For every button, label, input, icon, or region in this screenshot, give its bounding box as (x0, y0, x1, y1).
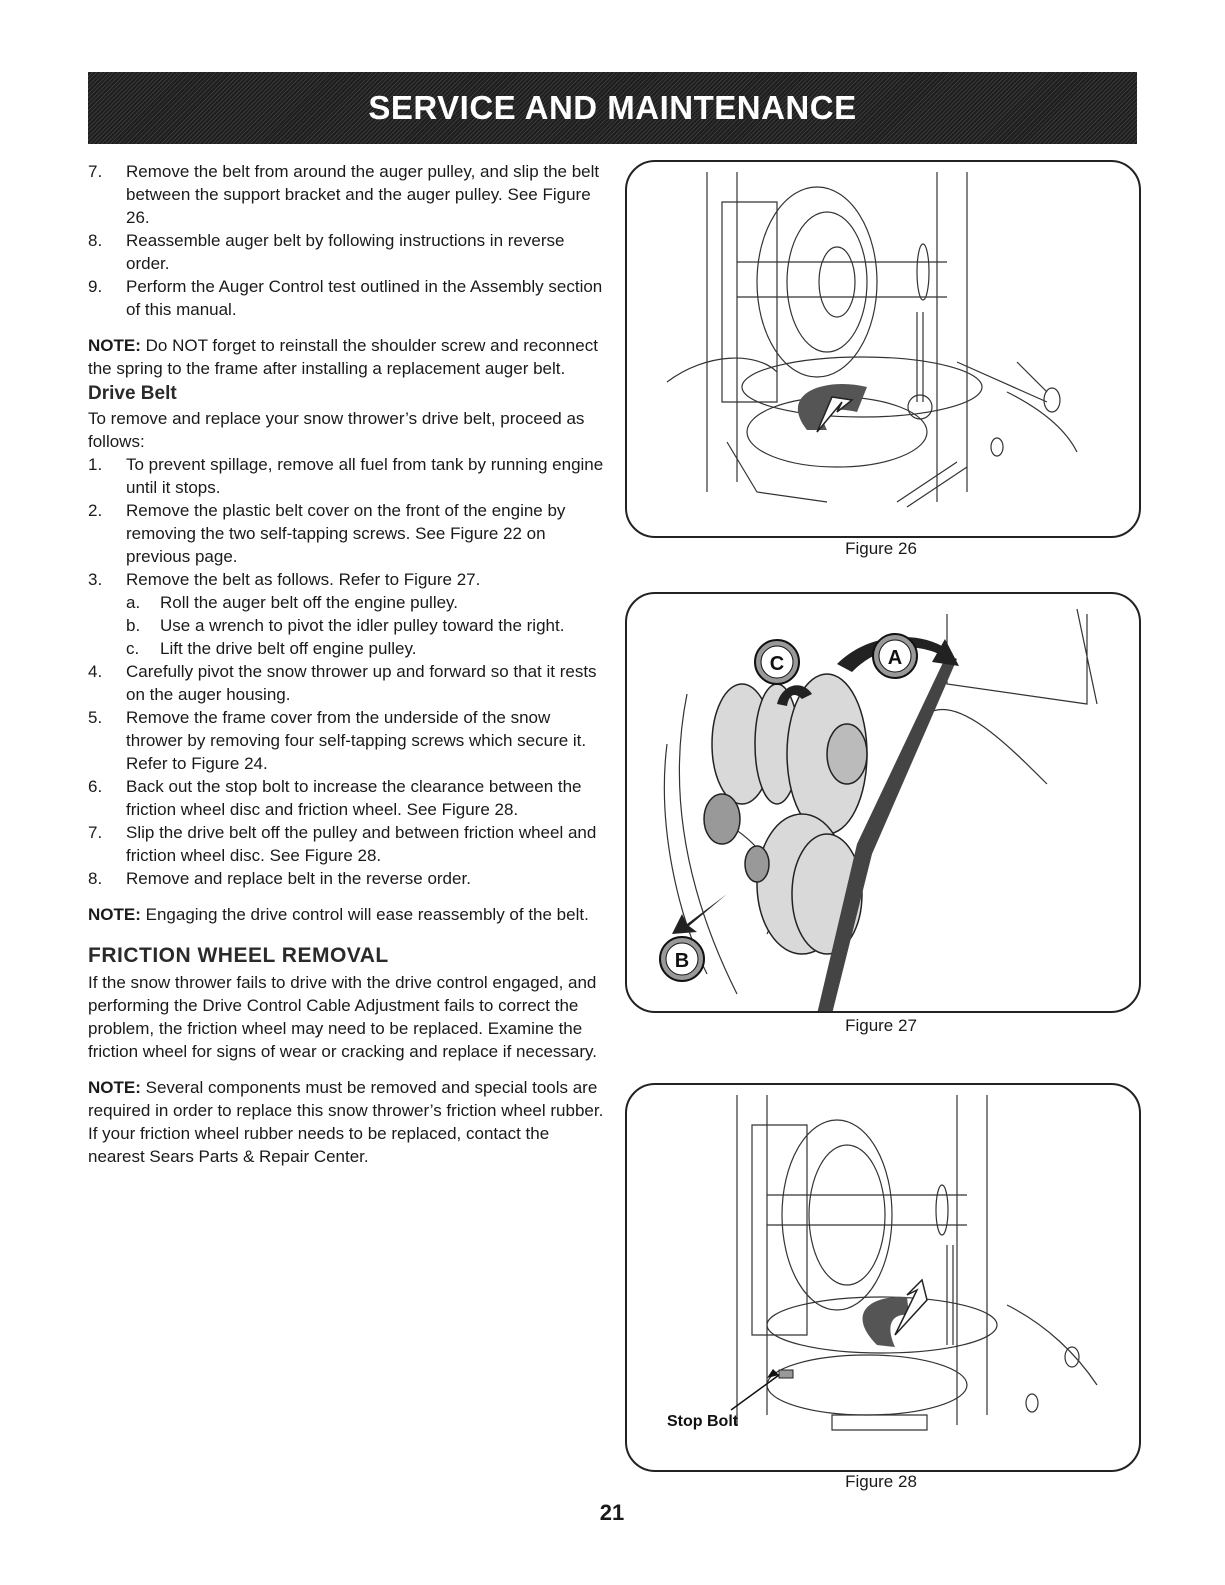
stop-bolt-label: Stop Bolt (667, 1413, 739, 1430)
section-banner (88, 72, 1137, 144)
callout-c (755, 640, 799, 684)
list-item: 5. Remove the frame cover from the underside of the snow thrower by removing four self-tapping screws which secure it. Refer to Figure 24. (88, 708, 587, 773)
note-rubber: NOTE: Several components must be removed and special tools are required in order to replace this snow thrower’s friction wheel rubber. If your friction wheel rubber needs to be replaced, contact the nearest Sears Parts & Repair Center. (88, 1078, 604, 1166)
figure-26-caption: Figure 26 (845, 539, 917, 558)
figure-26-illustration (625, 160, 1141, 538)
note-engage: NOTE: Engaging the drive control will ease reassembly of the belt. (88, 905, 589, 924)
svg-text:B: B (674, 950, 690, 972)
list-item: 8. Reassemble auger belt by following instructions in reverse order. (88, 231, 565, 273)
list-item: 4. Carefully pivot the snow thrower up and forward so that it rests on the auger housing. (88, 662, 597, 704)
list-item: 6. Back out the stop bolt to increase the clearance between the friction wheel disc and friction wheel. See Figure 28. (88, 777, 582, 819)
idler-pulley-drawing (627, 594, 1139, 1011)
figure-27-illustration (625, 592, 1141, 1013)
figure-27-caption: Figure 27 (845, 1016, 917, 1035)
callout-a (873, 634, 917, 678)
callout-b (660, 937, 704, 981)
figure-28-illustration (625, 1083, 1141, 1472)
svg-text:C: C (769, 653, 785, 675)
friction-wheel-heading: FRICTION WHEEL REMOVAL (88, 944, 389, 967)
svg-text:A: A (887, 647, 903, 669)
list-item: 7. Slip the drive belt off the pulley and between friction wheel and friction wheel disc. See Figure 28. (88, 823, 597, 865)
list-item: 3. Remove the belt as follows. Refer to Figure 27. (88, 570, 481, 589)
list-item: 9. Perform the Auger Control test outlined in the Assembly section of this manual. (88, 277, 603, 319)
drive-belt-heading: Drive Belt (88, 383, 177, 404)
list-item: 2. Remove the plastic belt cover on the front of the engine by removing the two self-tapping screws. See Figure 22 on previous page. (88, 501, 566, 566)
sub-list-item: c. Lift the drive belt off engine pulley. (126, 639, 417, 658)
sub-list-item: a. Roll the auger belt off the engine pulley. (126, 593, 459, 612)
friction-paragraph: If the snow thrower fails to drive with the drive control engaged, and performing the Drive Control Cable Adjustment fails to correct the problem, the friction wheel may need to be replaced. Examine the friction wheel for signs of wear or cracking and replace if necessary. (88, 973, 597, 1061)
list-item: 7. Remove the belt from around the auger pulley, and slip the belt between the support bracket and the auger pulley. See Figure 26. (88, 162, 600, 227)
figure-28-caption: Figure 28 (845, 1472, 917, 1491)
stop-bolt-drawing (627, 1085, 1139, 1470)
note-reinstall: NOTE: Do NOT forget to reinstall the shoulder screw and reconnect the spring to the frame after installing a replacement auger belt. (88, 336, 598, 378)
text-column (88, 160, 608, 1168)
page-number: 21 (599, 1500, 625, 1525)
drive-belt-intro: To remove and replace your snow thrower’s drive belt, proceed as follows: (88, 409, 585, 451)
list-item: 1. To prevent spillage, remove all fuel from tank by running engine until it stops. (88, 455, 604, 497)
sub-list-item: b. Use a wrench to pivot the idler pulley toward the right. (126, 616, 565, 635)
section-title: SERVICE AND MAINTENANCE (368, 89, 857, 126)
belt-pulley-drawing (627, 162, 1139, 536)
list-item: 8. Remove and replace belt in the reverse order. (88, 869, 471, 888)
